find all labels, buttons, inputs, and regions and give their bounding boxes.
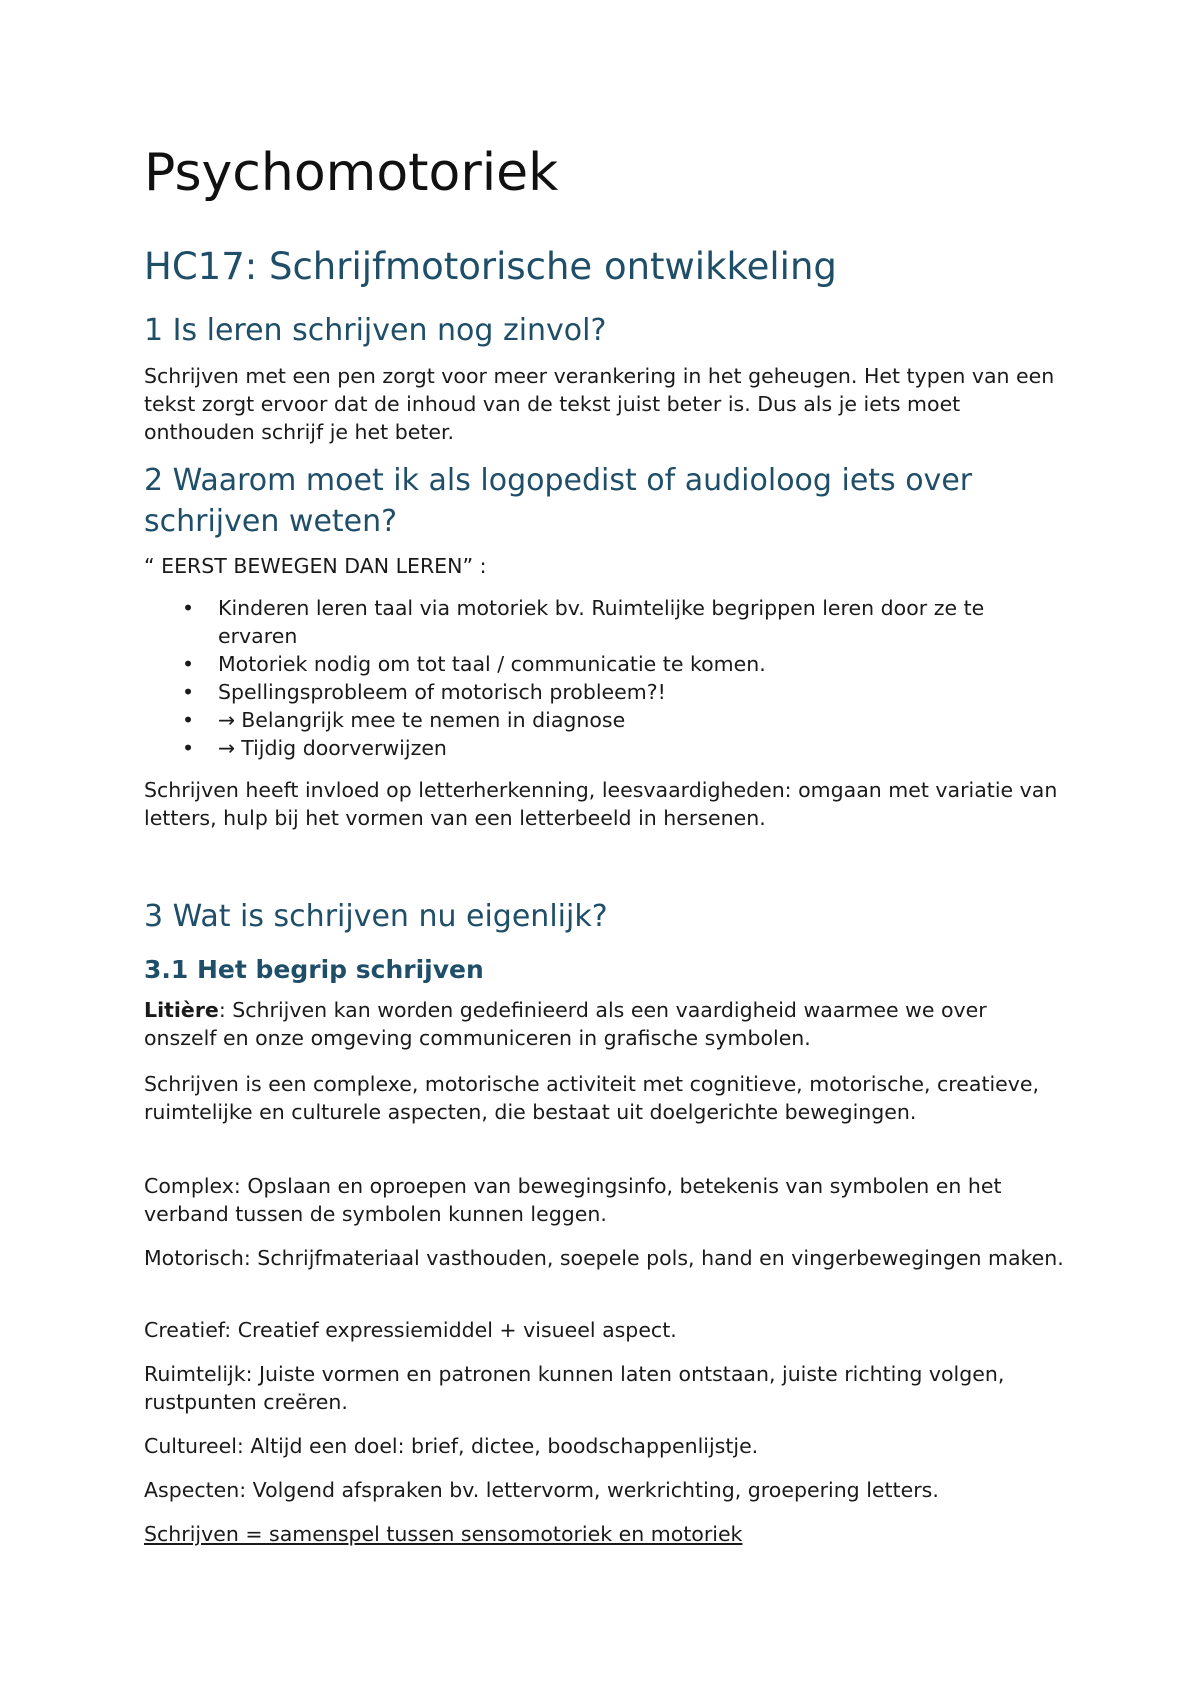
list-item bbox=[144, 650, 1064, 678]
bullet-icon: • bbox=[182, 652, 195, 676]
arrow-right-icon: → bbox=[218, 708, 236, 732]
list-item-text: Motoriek nodig om tot taal / communicatie te komen. bbox=[218, 652, 766, 676]
paragraph-motorisch: Motorisch: Schrijfmateriaal vasthouden, soepele pols, hand en vingerbewegingen maken. bbox=[144, 1246, 1064, 1270]
bullet-icon: • bbox=[182, 736, 195, 760]
section-2-paragraph: Schrijven heeft invloed op letterherkenning, leesvaardigheden: omgaan met variatie van letters, hulp bij het vormen van een letterbeeld in hersenen. bbox=[144, 778, 1058, 830]
paragraph-creatief: Creatief: Creatief expressiemiddel + visueel aspect. bbox=[144, 1318, 677, 1342]
list-item bbox=[144, 706, 1064, 734]
list-item-text: Spellingsprobleem of motorisch probleem?! bbox=[218, 680, 666, 704]
list-item-text: Kinderen leren taal via motoriek bv. Ruimtelijke begrippen leren door ze te ervaren bbox=[218, 596, 985, 648]
summary-statement-text: Schrijven = samenspel tussen sensomotoriek en motoriek bbox=[144, 1522, 743, 1546]
paragraph-aspecten: Aspecten: Volgend afspraken bv. lettervorm, werkrichting, groepering letters. bbox=[144, 1478, 939, 1502]
litiere-label: Litière bbox=[144, 998, 219, 1022]
bullet-icon: • bbox=[182, 596, 195, 620]
section-1-paragraph: Schrijven met een pen zorgt voor meer verankering in het geheugen. Het typen van een tekst zorgt ervoor dat de inhoud van de tekst juist beter is. Dus als je iets moet onthouden schrijf je het beter. bbox=[144, 364, 1055, 444]
litiere-definition bbox=[144, 996, 1064, 1052]
summary-statement bbox=[144, 1520, 1064, 1548]
section-2-heading: 2 Waarom moet ik als logopedist of audioloog iets over schrijven weten? bbox=[144, 463, 973, 539]
list-item-text: Tijdig doorverwijzen bbox=[241, 736, 447, 760]
litiere-text: : Schrijven kan worden gedefinieerd als een vaardigheid waarmee we over onszelf en onze omgeving communiceren in grafische symbolen. bbox=[144, 998, 987, 1050]
bullet-icon: • bbox=[182, 680, 195, 704]
list-item bbox=[144, 678, 1064, 706]
list-item-text: Belangrijk mee te nemen in diagnose bbox=[241, 708, 626, 732]
paragraph-complex: Complex: Opslaan en oproepen van bewegingsinfo, betekenis van symbolen en het verband tussen de symbolen kunnen leggen. bbox=[144, 1174, 1002, 1226]
section-3-1-heading: 3.1 Het begrip schrijven bbox=[144, 955, 484, 984]
section-2-intro: “ EERST BEWEGEN DAN LEREN” : bbox=[144, 554, 487, 578]
paragraph-ruimtelijk: Ruimtelijk: Juiste vormen en patronen kunnen laten ontstaan, juiste richting volgen, rustpunten creëren. bbox=[144, 1362, 1005, 1414]
bullet-list bbox=[144, 594, 1064, 762]
list-item bbox=[144, 734, 1064, 762]
section-3-heading: 3 Wat is schrijven nu eigenlijk? bbox=[144, 899, 608, 934]
paragraph-cultureel: Cultureel: Altijd een doel: brief, dictee, boodschappenlijstje. bbox=[144, 1434, 759, 1458]
list-item bbox=[144, 594, 1064, 650]
section-1-heading: 1 Is leren schrijven nog zinvol? bbox=[144, 313, 607, 348]
bullet-icon: • bbox=[182, 708, 195, 732]
paragraph-complex-activity: Schrijven is een complexe, motorische activiteit met cognitieve, motorische, creatieve, ruimtelijke en culturele aspecten, die bestaat uit doelgerichte bewegingen. bbox=[144, 1072, 1040, 1124]
document-title: Psychomotoriek bbox=[144, 143, 559, 203]
arrow-right-icon: → bbox=[218, 736, 236, 760]
lecture-heading: HC17: Schrijfmotorische ontwikkeling bbox=[144, 245, 837, 288]
